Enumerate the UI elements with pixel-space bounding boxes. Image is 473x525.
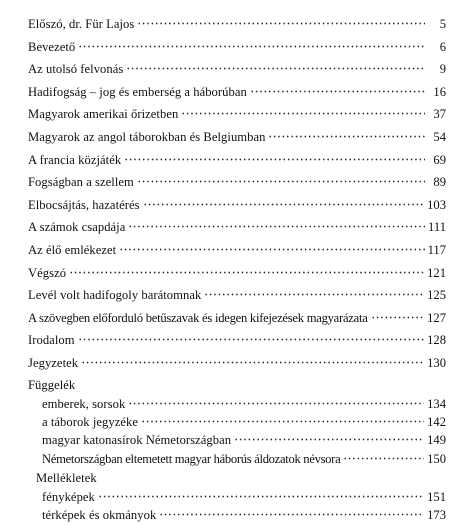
toc-subentry-title: emberek, sorsok (42, 397, 126, 411)
toc-entry-page: 89 (433, 175, 446, 190)
dot-leader (124, 151, 425, 161)
toc-subentry (28, 488, 446, 506)
dot-leader (234, 431, 424, 441)
dot-leader (126, 60, 425, 70)
dot-leader (78, 38, 425, 48)
toc-subentry (28, 413, 446, 431)
toc-entry (28, 352, 446, 375)
toc-entry-title: A francia közjáték (28, 152, 122, 167)
toc-entry-title: Végszó (28, 265, 67, 280)
toc-subentry (28, 450, 446, 468)
toc-entry-title: Az utolsó felvonás (28, 62, 124, 77)
toc-subentry-title: magyar katonasírok Németországban (42, 433, 232, 448)
toc-entry-title: A szövegben előforduló betűszavak és idegen kifejezések magyarázata (28, 310, 368, 325)
toc-entry-title: Hadifogság – jog és emberség a háborúban (28, 84, 247, 99)
dot-leader (143, 196, 425, 206)
toc-entry-page: 121 (427, 265, 446, 280)
dot-leader (128, 395, 424, 405)
toc-entry (28, 13, 446, 36)
toc-entry (28, 239, 446, 262)
toc-entry (28, 58, 446, 81)
toc-entry-page: 6 (439, 39, 446, 54)
toc-subentry-page: 149 (427, 433, 446, 448)
toc-entry-page: 117 (427, 242, 446, 257)
dot-leader (268, 128, 425, 138)
toc-entry-page: 128 (427, 333, 446, 348)
toc-entry-page: 130 (427, 355, 446, 370)
toc-entry-title: Irodalom (28, 333, 75, 348)
toc-entry-page: 111 (428, 220, 446, 235)
toc-entry-title: Jegyzetek (28, 355, 79, 370)
dot-leader (371, 309, 425, 319)
toc-entry (28, 103, 446, 126)
toc-entry (28, 307, 446, 330)
toc-subentry-title: a táborok jegyzéke (42, 415, 139, 430)
dot-leader (137, 173, 425, 183)
toc-subentry-title: fényképek (42, 490, 95, 505)
attachments-heading: Mellékletek (36, 470, 97, 485)
toc-entry-title: Magyarok amerikai őrizetben (28, 107, 179, 122)
toc-entry-title: Fogságban a szellem (28, 175, 134, 190)
table-of-contents (28, 13, 446, 525)
dot-leader (98, 488, 424, 498)
dot-leader (137, 15, 425, 25)
dot-leader (141, 413, 424, 423)
dot-leader (69, 264, 424, 274)
dot-leader (78, 331, 425, 341)
dot-leader (119, 241, 424, 251)
toc-subentry-title: Németországban eltemetett magyar háborús áldozatok névsora (42, 451, 341, 466)
toc-subentry-page: 134 (427, 397, 446, 411)
dot-leader (128, 218, 425, 228)
toc-entry-page: 54 (433, 129, 446, 144)
appendix-heading: Függelék (28, 377, 76, 392)
toc-subentry (28, 431, 446, 449)
toc-entry (28, 36, 446, 59)
toc-entry-page: 103 (427, 197, 446, 212)
toc-entry (28, 194, 446, 217)
toc-entry (28, 284, 446, 307)
toc-entry (28, 171, 446, 194)
toc-entry (28, 81, 446, 104)
toc-subentry-title: térképek és okmányok (42, 508, 157, 523)
toc-subentry-page: 150 (427, 451, 446, 466)
toc-entry (28, 149, 446, 172)
dot-leader (81, 354, 424, 364)
toc-entry-title: Magyarok az angol táborokban és Belgiumban (28, 129, 266, 144)
toc-entry-title: Elbocsájtás, hazatérés (28, 197, 140, 212)
toc-entry-title: Előszó, dr. Für Lajos (28, 17, 135, 31)
toc-entry-title: Bevezető (28, 39, 76, 54)
toc-entry-title: Levél volt hadifogoly barátomnak (28, 288, 202, 303)
toc-entry-page: 69 (433, 152, 446, 167)
toc-entry (28, 329, 446, 352)
toc-entry-page: 127 (427, 310, 446, 325)
dot-leader (250, 83, 425, 93)
toc-entry-page: 37 (433, 107, 446, 122)
dot-leader (181, 105, 425, 115)
toc-subentry-page: 142 (427, 415, 446, 430)
toc-section-heading (28, 375, 446, 396)
toc-entry (28, 262, 446, 285)
toc-entry-page: 5 (439, 17, 446, 31)
dot-leader (343, 450, 424, 460)
toc-entry-page: 9 (439, 62, 446, 77)
toc-subentry-page: 173 (427, 508, 446, 523)
toc-subentry-page: 151 (427, 490, 446, 505)
toc-subentry (28, 395, 446, 413)
toc-subentry (28, 506, 446, 524)
toc-entry (28, 216, 446, 239)
toc-entry-title: A számok csapdája (28, 220, 126, 235)
toc-entry-page: 125 (427, 288, 446, 303)
toc-entry (28, 126, 446, 149)
dot-leader (159, 506, 424, 516)
toc-entry-title: Az élő emlékezet (28, 242, 117, 257)
dot-leader (204, 286, 424, 296)
toc-entry-page: 16 (433, 84, 446, 99)
